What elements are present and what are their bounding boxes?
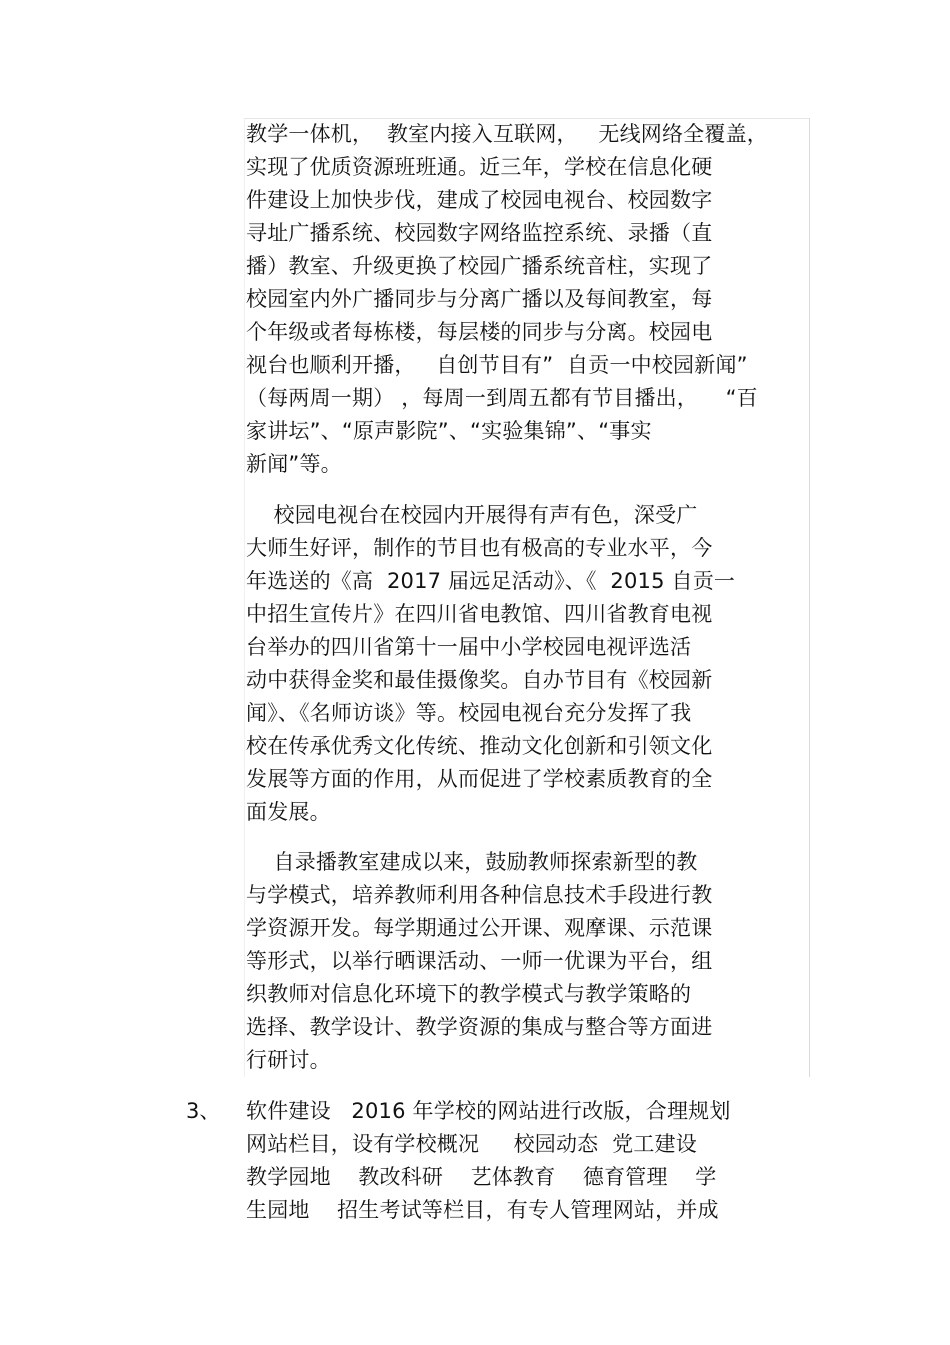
text-line: 播）教室、升级更换了校园广播系统音柱，实现了: [246, 254, 713, 278]
list-number: 3、: [186, 1099, 221, 1123]
text-line: 学资源开发。每学期通过公开课、观摩课、示范课: [246, 916, 713, 940]
text-line: 大师生好评，制作的节目也有极高的专业水平，今: [246, 536, 713, 560]
text-line: 年选送的《高 2017 届远足活动》、《 2015 自贡一: [246, 569, 736, 593]
text-line: 等形式，以举行晒课活动、一师一优课为平台，组: [246, 949, 713, 973]
text-line: 实现了优质资源班班通。近三年，学校在信息化硬: [246, 155, 713, 179]
text-line: 件建设上加快步伐，建成了校园电视台、校园数字: [246, 188, 713, 212]
text-line: 教学一体机， 教室内接入互联网， 无线网络全覆盖，: [246, 122, 768, 146]
text-line: （每两周一期） ，每周一到周五都有节目播出， “百: [246, 386, 758, 410]
text-line: 新闻”等。: [246, 452, 342, 476]
text-line: 中招生宣传片》在四川省电教馆、四川省教育电视: [246, 602, 713, 626]
text-line: 校园室内外广播同步与分离广播以及每间教室，每: [246, 287, 713, 311]
text-line: 视台也顺利开播， 自创节目有” 自贡一中校园新闻”: [246, 353, 748, 377]
text-line: 织教师对信息化环境下的教学模式与教学策略的: [246, 982, 692, 1006]
text-line: 校在传承优秀文化传统、推动文化创新和引领文化: [246, 734, 713, 758]
text-line: 行研讨。: [246, 1048, 331, 1072]
text-line: 闻》、《名师访谈》等。校园电视台充分发挥了我: [246, 701, 692, 725]
text-line: 台举办的四川省第十一届中小学校园电视评选活: [246, 635, 692, 659]
text-line: 家讲坛”、“原声影院”、“实验集锦”、“事实: [246, 419, 652, 443]
text-line: 软件建设 2016 年学校的网站进行改版，合理规划: [246, 1099, 731, 1123]
text-line: 教学园地 教改科研 艺体教育 德育管理 学: [246, 1165, 717, 1189]
text-line: 发展等方面的作用，从而促进了学校素质教育的全: [246, 767, 713, 791]
text-line: 选择、教学设计、教学资源的集成与整合等方面进: [246, 1015, 713, 1039]
text-line: 面发展。: [246, 800, 331, 824]
text-line: 校园电视台在校园内开展得有声有色，深受广: [246, 503, 698, 527]
text-line: 生园地 招生考试等栏目，有专人管理网站，并成: [246, 1198, 719, 1222]
text-line: 寻址广播系统、校园数字网络监控系统、录播（直: [246, 221, 713, 245]
text-line: 动中获得金奖和最佳摄像奖。自办节目有《校园新: [246, 668, 713, 692]
text-line: 网站栏目，设有学校概况 校园动态 党工建设: [246, 1132, 697, 1156]
text-line: 个年级或者每栋楼，每层楼的同步与分离。校园电: [246, 320, 713, 344]
text-line: 与学模式，培养教师利用各种信息技术手段进行教: [246, 883, 713, 907]
text-line: 自录播教室建成以来，鼓励教师探索新型的教: [246, 850, 698, 874]
